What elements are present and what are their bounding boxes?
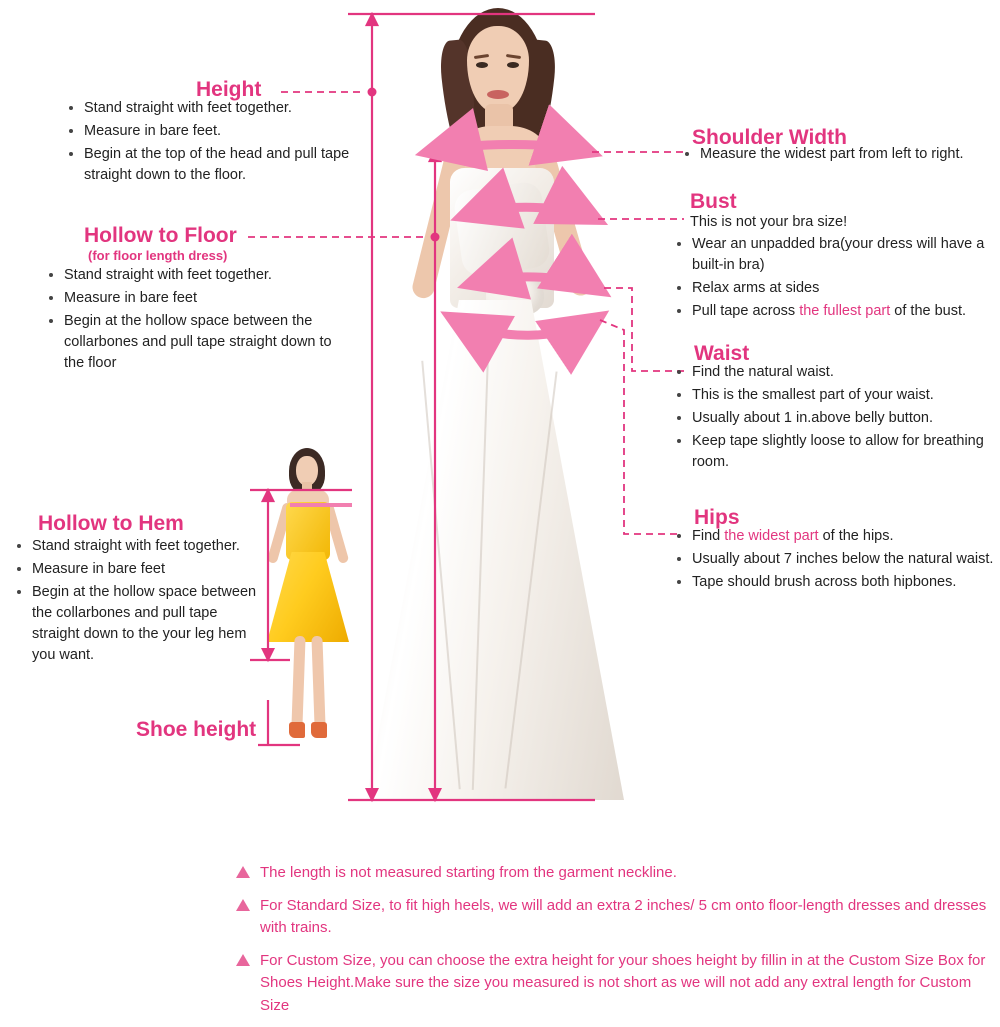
list-item: • Keep tape slightly loose to allow for breathing room. xyxy=(692,431,992,473)
note-item xyxy=(236,895,996,940)
note-item xyxy=(236,950,996,1018)
list-item: • Measure in bare feet xyxy=(64,288,339,309)
list-item: • Measure in bare feet xyxy=(32,559,267,580)
hollow-to-hem-bullets xyxy=(16,536,267,668)
dress-bodice xyxy=(286,502,330,560)
list-item: • Usually about 1 in.above belly button. xyxy=(692,408,992,429)
leg-right xyxy=(311,636,325,728)
list-item: • Tape should brush across both hipbones. xyxy=(692,572,1000,593)
hips-bullets xyxy=(676,526,1000,595)
label-shoulder-width: Shoulder Width xyxy=(692,126,847,149)
list-item: • Stand straight with feet together. xyxy=(32,536,267,557)
shoulder-width-bullets xyxy=(684,144,1000,167)
model-figure-gown xyxy=(340,0,640,810)
note-text: For Custom Size, you can choose the extra height for your shoes height by fillin in at the Custom Size Box for Shoes Height.Make sure the size you measured is not short as we will not add any extral length for Custom Size xyxy=(260,951,986,1014)
label-shoe-height: Shoe height xyxy=(136,718,257,741)
label-hollow-to-hem: Hollow to Hem xyxy=(38,512,184,535)
list-item: • Find the widest part of the hips. xyxy=(692,526,1000,547)
note-text: For Standard Size, to fit high heels, we will add an extra 2 inches/ 5 cm onto floor-length dresses and dresses with trains. xyxy=(260,896,987,936)
gown-bodice-fold xyxy=(452,180,551,277)
eye-right xyxy=(507,62,519,68)
list-item: • Pull tape across the fullest part of the bust. xyxy=(692,301,992,322)
list-item: • Stand straight with feet together. xyxy=(84,98,354,119)
label-hollow-to-floor: Hollow to Floor xyxy=(84,224,237,247)
list-item: • Begin at the hollow space between the collarbones and pull tape straight down to the your leg hem you want. xyxy=(32,582,267,666)
label-waist: Waist xyxy=(694,342,750,365)
bust-bullets xyxy=(676,234,992,324)
label-bust: Bust xyxy=(690,190,737,213)
leg-left xyxy=(291,636,305,728)
list-item: • Usually about 7 inches below the natural waist. xyxy=(692,549,1000,570)
list-item: • Find the natural waist. xyxy=(692,362,992,383)
note-text: The length is not measured starting from the garment neckline. xyxy=(260,864,677,881)
list-item: • Measure the widest part from left to right. xyxy=(700,144,1000,165)
gown-skirt xyxy=(366,300,624,800)
list-item: • Begin at the top of the head and pull tape straight down to the floor. xyxy=(84,144,354,186)
model-figure-short-dress xyxy=(255,440,365,760)
label-height: Height xyxy=(196,78,262,101)
list-item: • Measure in bare feet. xyxy=(84,121,354,142)
hips-highlight: the widest part xyxy=(724,528,819,544)
bust-lead: This is not your bra size! xyxy=(690,214,848,230)
shoe-right xyxy=(311,722,327,738)
face xyxy=(467,26,529,112)
height-bullets xyxy=(68,98,354,188)
note-item xyxy=(236,862,996,885)
footer-notes xyxy=(236,862,996,1027)
list-item: • This is the smallest part of your waist. xyxy=(692,385,992,406)
eye-left xyxy=(476,62,488,68)
list-item: • Stand straight with feet together. xyxy=(64,265,339,286)
waist-bullets xyxy=(676,362,992,475)
warning-triangle-icon xyxy=(236,954,250,966)
warning-triangle-icon xyxy=(236,899,250,911)
lips xyxy=(487,90,509,99)
list-item: • Wear an unpadded bra(your dress will have a built-in bra) xyxy=(692,234,992,276)
shoe-left xyxy=(289,722,305,738)
warning-triangle-icon xyxy=(236,866,250,878)
bust-highlight: the fullest part xyxy=(799,303,891,320)
hollow-to-floor-bullets xyxy=(48,265,339,376)
list-item: • Relax arms at sides xyxy=(692,278,992,299)
dress-skirt xyxy=(267,552,349,642)
sublabel-hollow-to-floor: (for floor length dress) xyxy=(88,248,228,263)
label-hips: Hips xyxy=(694,506,740,529)
list-item: • Begin at the hollow space between the collarbones and pull tape straight down to the floor xyxy=(64,311,339,374)
